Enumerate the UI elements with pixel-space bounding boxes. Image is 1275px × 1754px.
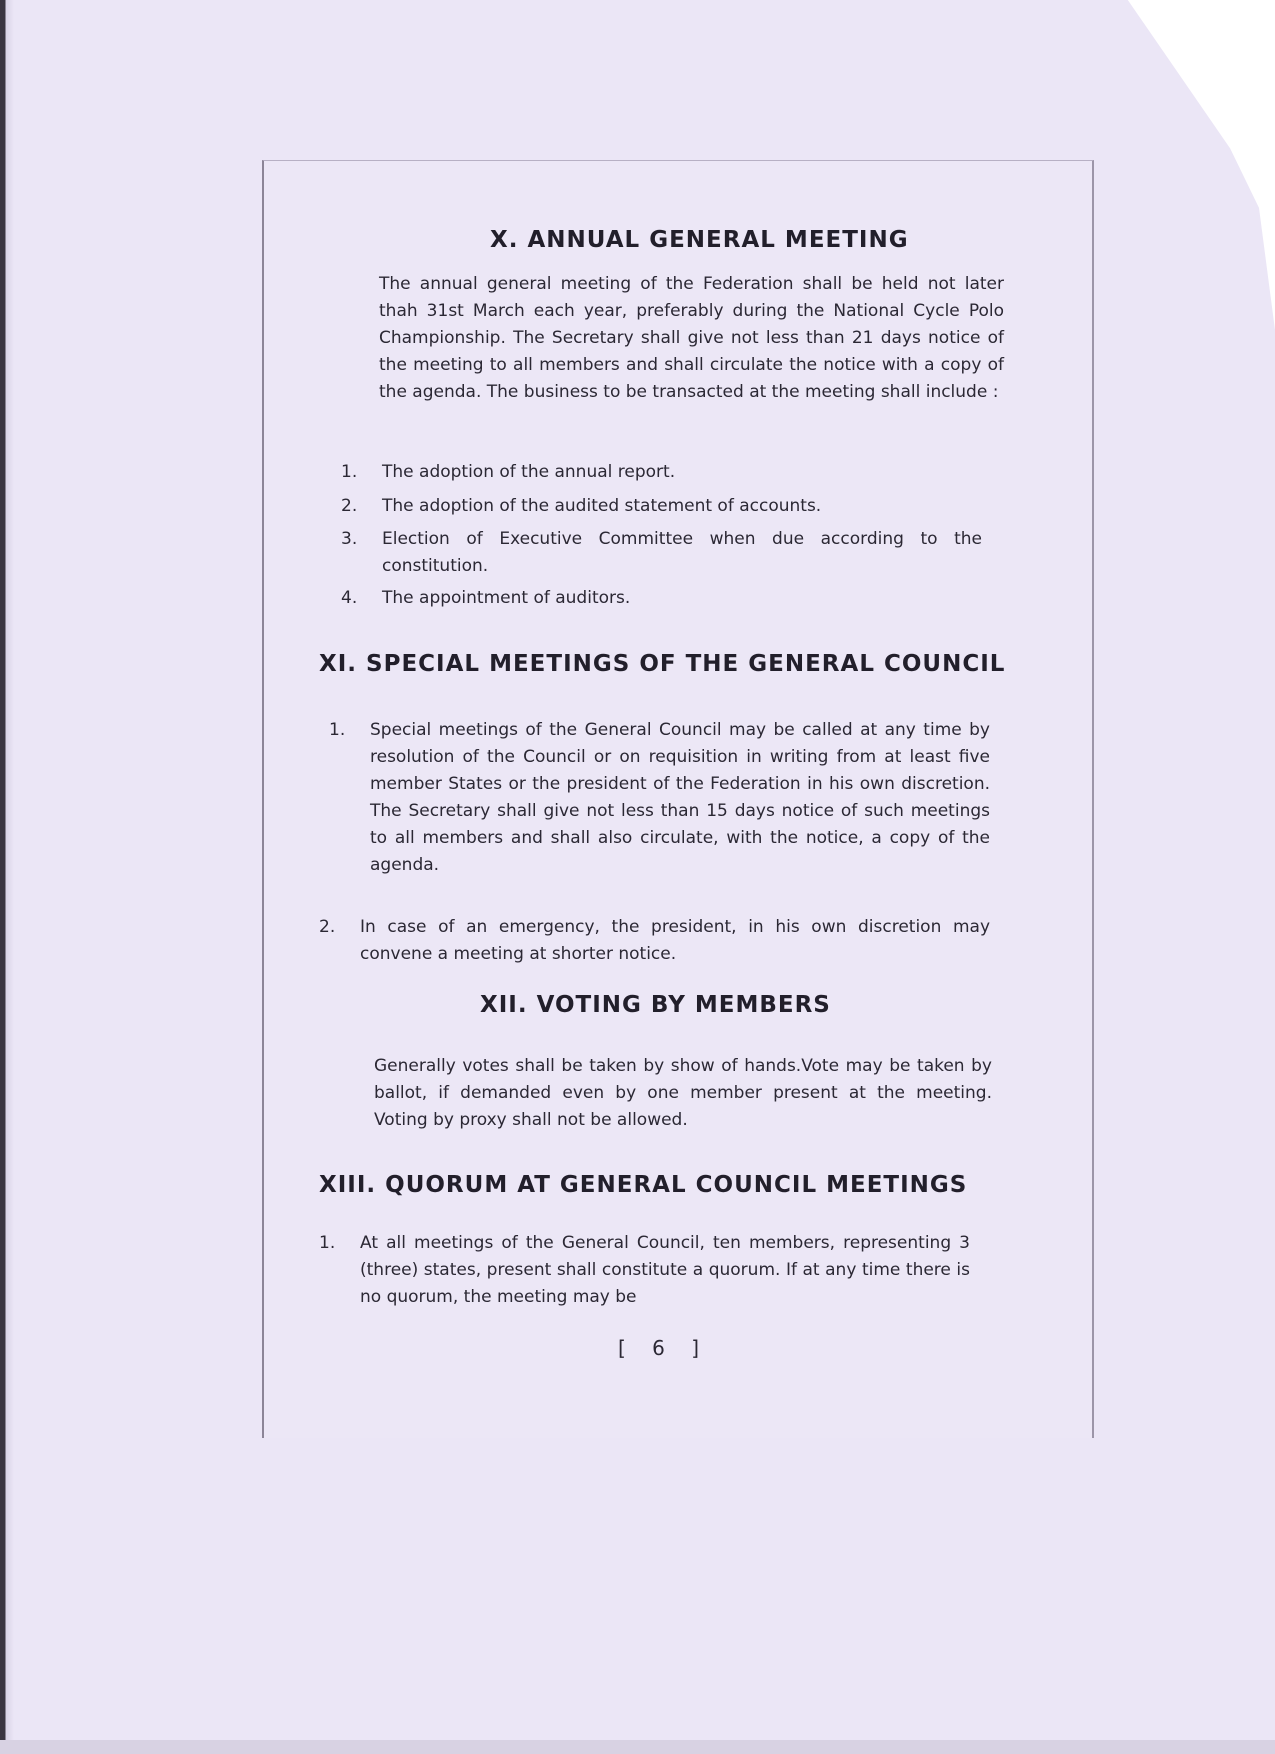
folded-corner — [1115, 0, 1275, 330]
document-page — [262, 160, 1094, 1438]
scan-bottom-edge — [0, 1740, 1275, 1754]
section-xiii-heading: XIII. QUORUM AT GENERAL COUNCIL MEETINGS — [319, 1172, 968, 1198]
section-x-heading: X. ANNUAL GENERAL MEETING — [490, 227, 909, 253]
item-number: 1. — [319, 1233, 336, 1253]
item-number: 4. — [341, 588, 358, 608]
item-text: At all meetings of the General Council, ten members, representing 3 (three) states, present shall constitute a quorum. If at any time there is no quorum, the meeting may be — [360, 1233, 970, 1307]
item-number: 2. — [319, 917, 336, 937]
item-text: Special meetings of the General Council may be called at any time by resolution of the Council or on requisition in writing from at least five member States or the president of the Federation in his own discretion. The Secretary shall give not less than 15 days notice of such meetings to all members and shall also circulate, with the notice, a copy of the agenda. — [370, 720, 990, 875]
item-text: Election of Executive Committee when due according to the constitution. — [382, 529, 982, 576]
item-text: The adoption of the audited statement of accounts. — [382, 496, 822, 516]
item-text: In case of an emergency, the president, in his own discretion may convene a meeting at shorter notice. — [360, 917, 990, 964]
item-number: 3. — [341, 529, 358, 549]
scan-left-edge — [0, 0, 14, 1754]
section-x-paragraph: The annual general meeting of the Federation shall be held not later thah 31st March each year, preferably during the National Cycle Polo Championship. The Secretary shall give not less than 21 days notice of the meeting to all members and shall circulate the notice with a copy of the agenda. The business to be transacted at the meeting shall include : — [379, 274, 1004, 402]
section-xi-heading: XI. SPECIAL MEETINGS OF THE GENERAL COUNCIL — [319, 651, 1006, 677]
section-xii-paragraph: Generally votes shall be taken by show of hands.Vote may be taken by ballot, if demanded even by one member present at the meeting. Voting by proxy shall not be allowed. — [374, 1056, 992, 1130]
item-number: 1. — [341, 462, 358, 482]
item-text: The adoption of the annual report. — [382, 462, 676, 482]
item-text: The appointment of auditors. — [382, 588, 631, 608]
item-number: 2. — [341, 496, 358, 516]
section-xii-heading: XII. VOTING BY MEMBERS — [480, 992, 831, 1018]
page-number: [ 6 ] — [618, 1336, 710, 1360]
item-number: 1. — [329, 720, 346, 740]
